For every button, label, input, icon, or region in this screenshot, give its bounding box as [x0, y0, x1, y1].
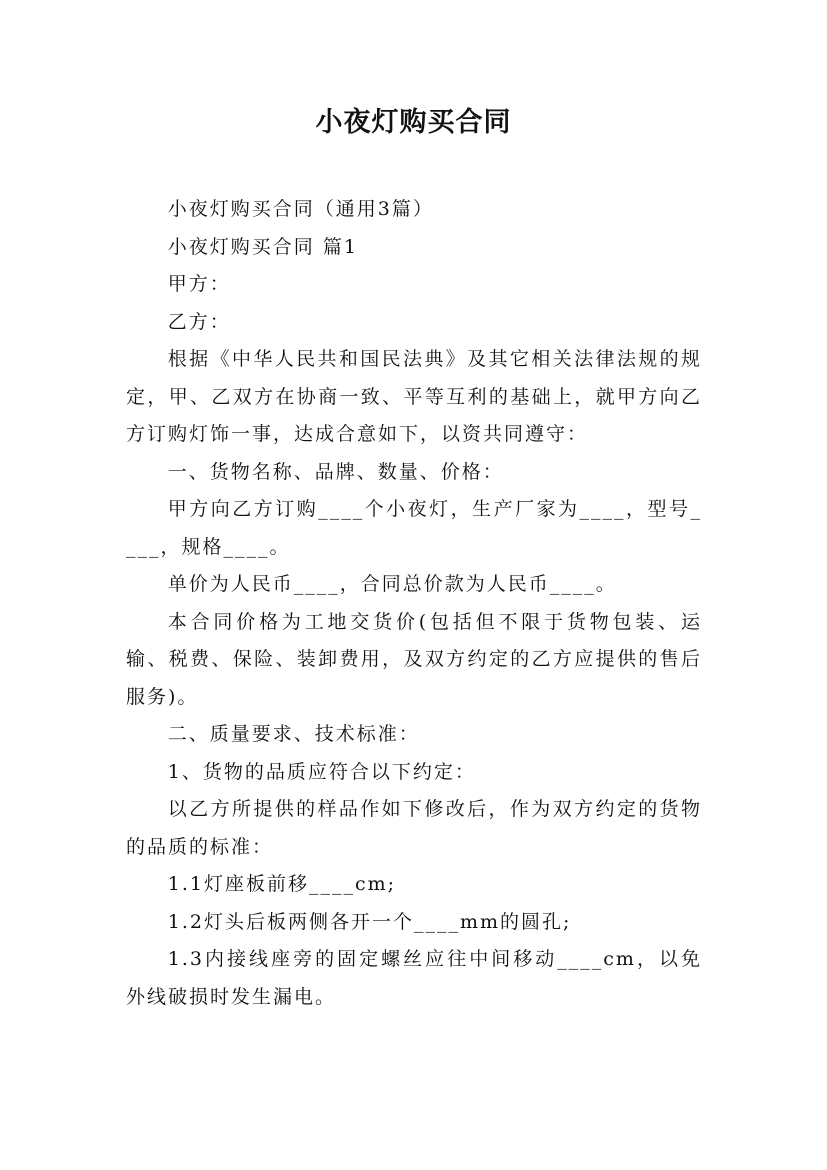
paragraph-clause-2-heading: 二、质量要求、技术标准：: [167, 723, 420, 745]
document-title: 小夜灯购买合同: [315, 107, 512, 138]
paragraph-order-details: 甲方向乙方订购____个小夜灯，生产厂家为____，型号____，规格____。: [126, 498, 702, 558]
document-body: [126, 191, 702, 1016]
paragraph-item-1-3: 1.3内接线座旁的固定螺丝应往中间移动____cm，以免外线破损时发生漏电。: [126, 948, 702, 1008]
paragraph-item-1-1: 1.1灯座板前移____cm;: [167, 873, 397, 895]
paragraph-price-terms: 本合同价格为工地交货价(包括但不限于货物包装、运输、税费、保险、装卸费用，及双方约定的乙方应提供的售后服务)。: [126, 610, 702, 708]
paragraph-clause-1-heading: 一、货物名称、品牌、数量、价格：: [167, 460, 504, 483]
paragraph-subtitle: 小夜灯购买合同（通用3篇）: [167, 198, 434, 220]
paragraph-quality-standard: 以乙方所提供的样品作如下修改后，作为双方约定的货物的品质的标准：: [126, 798, 702, 858]
paragraph-party-a: 甲方：: [167, 273, 231, 295]
paragraph-item-1-2: 1.2灯头后板两侧各开一个____mm的圆孔;: [167, 910, 572, 933]
paragraph-party-b: 乙方：: [167, 310, 231, 333]
paragraph-preamble: 根据《中华人民共和国民法典》及其它相关法律法规的规定，甲、乙双方在协商一致、平等互利的基础上，就甲方向乙方订购灯饰一事，达成合意如下，以资共同遵守：: [126, 348, 702, 445]
paragraph-quality-intro: 1、货物的品质应符合以下约定：: [167, 760, 476, 783]
paragraph-unit-price: 单价为人民币____，合同总价款为人民币____。: [167, 573, 617, 595]
paragraph-section-heading: 小夜灯购买合同 篇1: [167, 235, 358, 258]
